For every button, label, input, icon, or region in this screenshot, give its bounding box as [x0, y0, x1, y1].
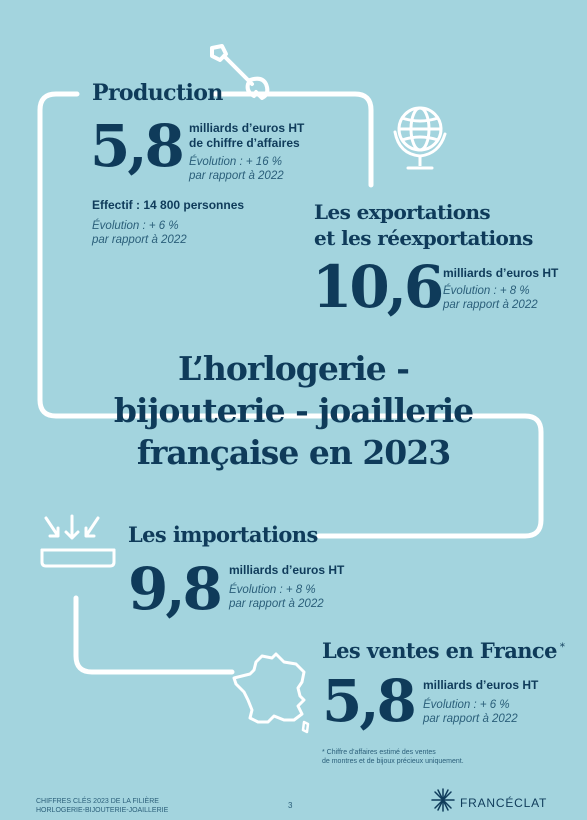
importations-evolution — [229, 583, 324, 611]
exportations-evolution-line-1: Évolution : + 8 % — [443, 285, 530, 297]
production-evolution-line-2: par rapport à 2022 — [189, 170, 284, 182]
page-number: 3 — [288, 801, 293, 810]
ventes-value: 5,8 — [322, 667, 414, 735]
ventes-heading — [322, 635, 564, 664]
production-effectif-evolution — [92, 219, 187, 247]
ventes-unit: milliards d’euros HT — [423, 678, 539, 692]
brand-name: FRANCÉCLAT — [460, 796, 548, 810]
footer-left-line-2: HORLOGERIE-BIJOUTERIE-JOAILLERIE — [36, 807, 169, 814]
page-title-line-2: bijouterie - joaillerie — [113, 391, 474, 430]
importations-heading: Les importations — [128, 522, 318, 547]
exportations-evolution-line-2: par rapport à 2022 — [443, 299, 538, 311]
ventes-footnote-line-2: de montres et de bijoux précieux uniquement. — [322, 758, 464, 765]
star-burst-logo-icon — [430, 787, 456, 813]
production-unit — [189, 121, 304, 151]
production-heading: Production — [92, 80, 223, 106]
production-unit-line-1: milliards d’euros HT — [189, 121, 305, 135]
exportations-heading-line-1: Les exportations — [314, 200, 491, 224]
production-value: 5,8 — [90, 112, 182, 180]
importations-evolution-line-2: par rapport à 2022 — [229, 598, 324, 610]
production-unit-line-2: de chiffre d’affaires — [189, 136, 300, 150]
ventes-evolution-line-2: par rapport à 2022 — [423, 713, 518, 725]
production-evolution-line-1: Évolution : + 16 % — [189, 156, 283, 168]
effectif-evolution-line-2: par rapport à 2022 — [92, 234, 187, 246]
ventes-footnote — [322, 748, 464, 766]
exportations-unit: milliards d’euros HT — [443, 266, 559, 280]
exportations-heading-line-2: et les réexportations — [314, 226, 533, 250]
importations-unit: milliards d’euros HT — [229, 563, 345, 577]
production-effectif: Effectif : 14 800 personnes — [92, 198, 245, 212]
page-title-line-3: française en 2023 — [136, 433, 451, 472]
ventes-evolution-line-1: Évolution : + 6 % — [423, 699, 510, 711]
globe-icon — [393, 102, 447, 174]
page-title — [0, 348, 587, 474]
production-evolution — [189, 155, 284, 183]
importations-evolution-line-1: Évolution : + 8 % — [229, 584, 316, 596]
ventes-evolution — [423, 698, 518, 726]
exportations-evolution — [443, 284, 538, 312]
effectif-evolution-line-1: Évolution : + 6 % — [92, 220, 179, 232]
footer-left-line-1: CHIFFRES CLÉS 2023 DE LA FILIÈRE — [36, 798, 159, 805]
page-title-line-1: L’horlogerie - — [178, 349, 409, 388]
ventes-asterisk: * — [559, 642, 565, 653]
france-map-icon — [232, 652, 312, 736]
ventes-footnote-line-1: * Chiffre d’affaires estimé des ventes — [322, 749, 436, 756]
ventes-heading-text: Les ventes en France — [322, 638, 557, 663]
exportations-value: 10,6 — [312, 253, 442, 321]
arrows-down-tray-icon — [40, 514, 116, 574]
footer-left — [36, 797, 168, 815]
exportations-heading — [314, 199, 533, 251]
importations-value: 9,8 — [128, 555, 220, 623]
